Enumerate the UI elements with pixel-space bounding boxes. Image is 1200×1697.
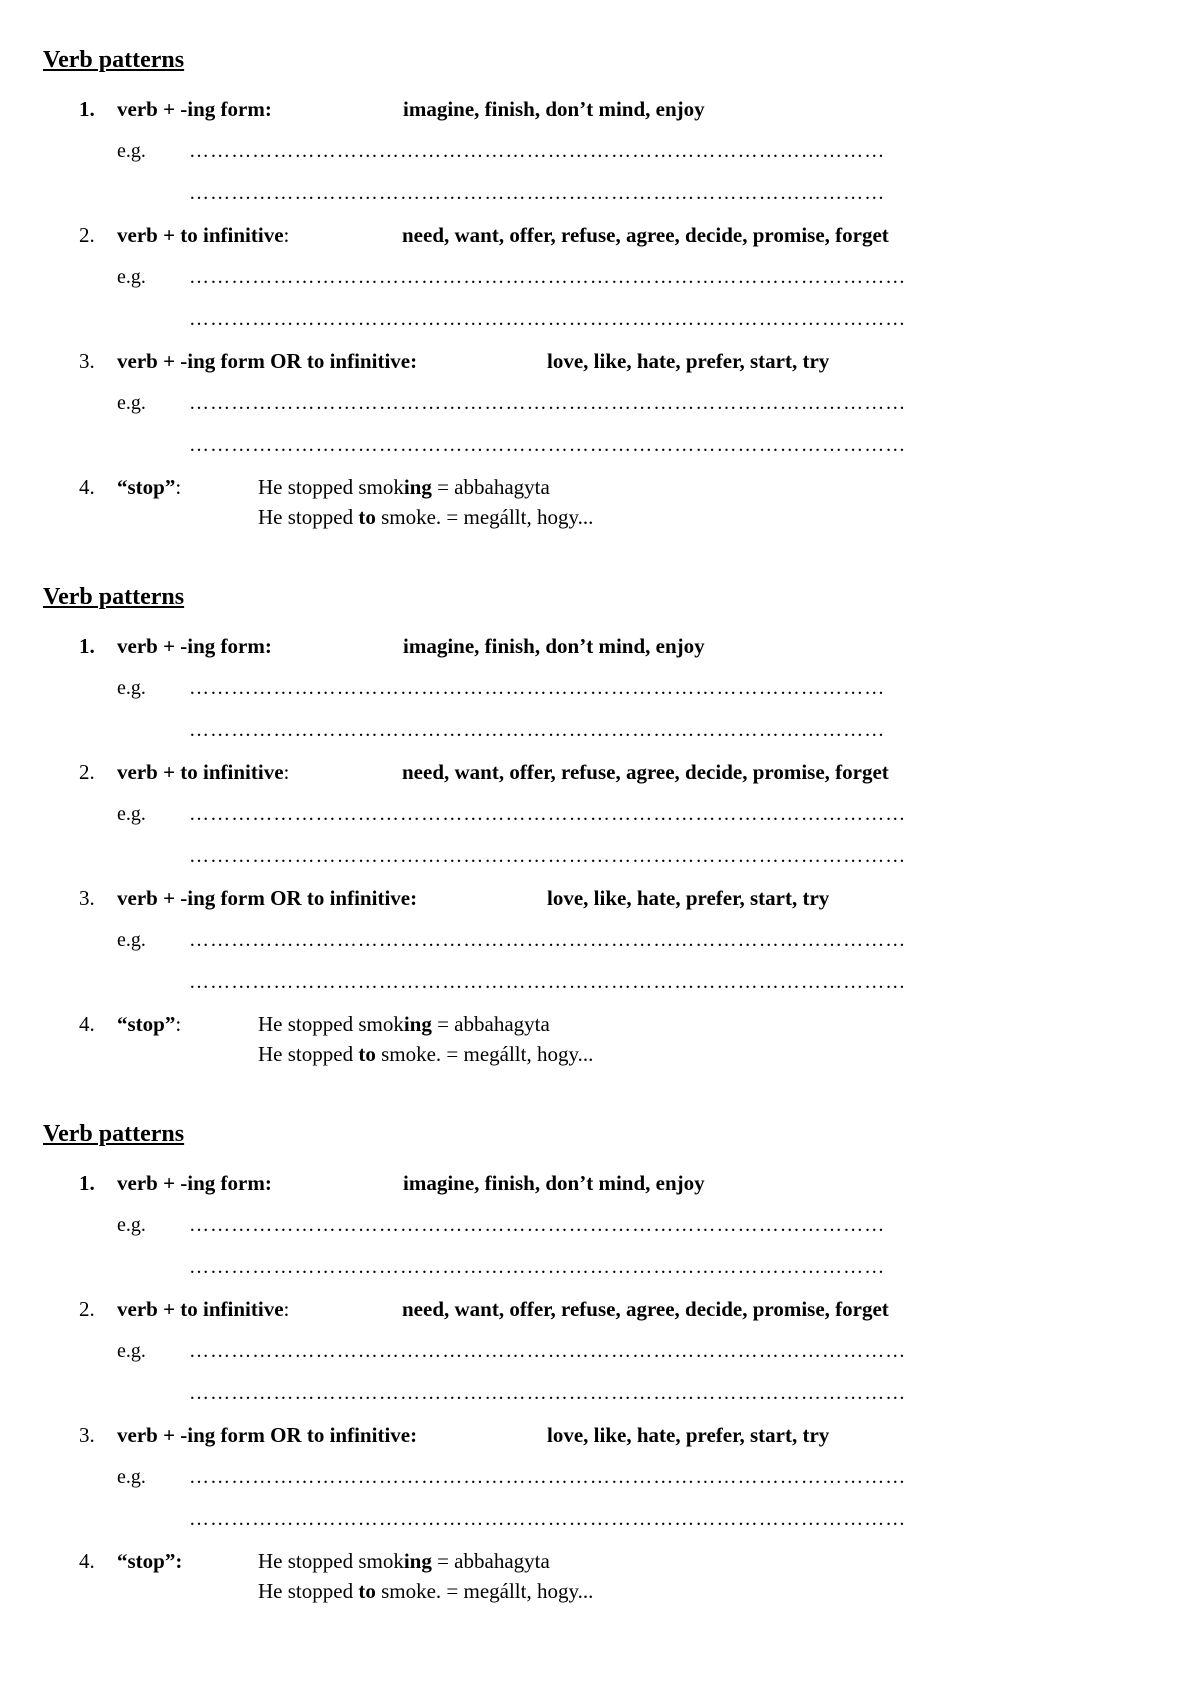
stop-example-meaning: smoke. = megállt, hogy... [375, 1042, 594, 1066]
eg-label: e.g. [117, 1214, 146, 1236]
item-number: 3. [79, 1423, 95, 1447]
verb-patterns-section [43, 583, 1163, 1103]
stop-example-emphasis: ing [403, 1549, 432, 1573]
stop-example-line [258, 474, 550, 500]
section-title: Verb patterns [43, 47, 185, 73]
answer-dots: ……………………………………………………………………………………… [189, 140, 886, 162]
answer-dots: ………………………………………………………………………………………… [189, 1466, 907, 1488]
stop-example-line [258, 1548, 550, 1574]
item-number: 2. [79, 1297, 95, 1321]
eg-label: e.g. [117, 803, 146, 825]
answer-dots: ………………………………………………………………………………………… [189, 1340, 907, 1362]
stop-label-text: “stop”: [117, 1549, 183, 1573]
stop-example-text: He stopped smok [258, 1012, 404, 1036]
stop-example-line [258, 1041, 593, 1067]
stop-example-text: He stopped smok [258, 475, 404, 499]
pattern-label [117, 348, 417, 374]
stop-example-text: He stopped smok [258, 1549, 404, 1573]
pattern-label-text: verb + -ing form: [117, 97, 272, 121]
pattern-label-text: verb + to infinitive [117, 1297, 284, 1321]
answer-dots: ……………………………………………………………………………………… [189, 182, 886, 204]
stop-example-meaning: = abbahagyta [431, 1012, 550, 1036]
answer-dots: ………………………………………………………………………………………… [189, 845, 907, 867]
pattern-label-suffix: : [283, 760, 290, 784]
example-verbs: love, like, hate, prefer, start, try [547, 349, 830, 373]
section-title: Verb patterns [43, 1121, 185, 1147]
stop-example-text: He stopped [258, 1042, 359, 1066]
example-verbs: imagine, finish, don’t mind, enjoy [403, 97, 705, 121]
pattern-label-text: verb + -ing form: [117, 1171, 272, 1195]
stop-label-text: “stop” [117, 475, 176, 499]
pattern-label-text: verb + -ing form OR to infinitive: [117, 886, 418, 910]
example-verbs: need, want, offer, refuse, agree, decide, promise, forget [402, 760, 889, 784]
eg-label: e.g. [117, 392, 146, 414]
eg-label: e.g. [117, 929, 146, 951]
stop-label [117, 1548, 182, 1574]
answer-dots: ………………………………………………………………………………………… [189, 803, 907, 825]
example-verbs: need, want, offer, refuse, agree, decide, promise, forget [402, 1297, 889, 1321]
stop-example-meaning: = abbahagyta [431, 475, 550, 499]
example-verbs: love, like, hate, prefer, start, try [547, 886, 830, 910]
verb-patterns-section [43, 1120, 1163, 1640]
item-number: 1. [79, 1171, 95, 1195]
answer-dots: ………………………………………………………………………………………… [189, 971, 907, 993]
pattern-label-suffix: : [283, 1297, 290, 1321]
pattern-label-text: verb + to infinitive [117, 760, 284, 784]
pattern-label-text: verb + -ing form OR to infinitive: [117, 349, 418, 373]
eg-label: e.g. [117, 140, 146, 162]
answer-dots: ……………………………………………………………………………………… [189, 1256, 886, 1278]
stop-example-text: He stopped [258, 505, 359, 529]
answer-dots: ………………………………………………………………………………………… [189, 392, 907, 414]
pattern-label-suffix: : [283, 223, 290, 247]
item-number: 2. [79, 223, 95, 247]
item-number: 4. [79, 475, 95, 499]
example-verbs: love, like, hate, prefer, start, try [547, 1423, 830, 1447]
stop-example-text: He stopped [258, 1579, 359, 1603]
example-verbs: need, want, offer, refuse, agree, decide, promise, forget [402, 223, 889, 247]
pattern-label [117, 759, 289, 785]
pattern-label [117, 222, 289, 248]
answer-dots: ……………………………………………………………………………………… [189, 1214, 886, 1236]
eg-label: e.g. [117, 266, 146, 288]
stop-label-colon: : [175, 475, 182, 499]
stop-example-meaning: = abbahagyta [431, 1549, 550, 1573]
verb-patterns-section [43, 46, 1163, 566]
pattern-label-text: verb + -ing form: [117, 634, 272, 658]
stop-example-emphasis: to [358, 505, 376, 529]
pattern-label-text: verb + -ing form OR to infinitive: [117, 1423, 418, 1447]
pattern-label [117, 1422, 417, 1448]
pattern-label [117, 1296, 289, 1322]
stop-example-line [258, 1578, 593, 1604]
answer-dots: ………………………………………………………………………………………… [189, 434, 907, 456]
stop-label-colon: : [175, 1012, 182, 1036]
answer-dots: ………………………………………………………………………………………… [189, 1508, 907, 1530]
stop-example-emphasis: to [358, 1042, 376, 1066]
stop-example-line [258, 504, 593, 530]
stop-label-text: “stop” [117, 1012, 176, 1036]
item-number: 1. [79, 97, 95, 121]
eg-label: e.g. [117, 677, 146, 699]
pattern-label [117, 633, 272, 659]
stop-example-emphasis: ing [403, 1012, 432, 1036]
pattern-label-text: verb + to infinitive [117, 223, 284, 247]
example-verbs: imagine, finish, don’t mind, enjoy [403, 1171, 705, 1195]
eg-label: e.g. [117, 1340, 146, 1362]
stop-example-line [258, 1011, 550, 1037]
answer-dots: ………………………………………………………………………………………… [189, 308, 907, 330]
eg-label: e.g. [117, 1466, 146, 1488]
item-number: 1. [79, 634, 95, 658]
pattern-label [117, 885, 417, 911]
answer-dots: ………………………………………………………………………………………… [189, 1382, 907, 1404]
stop-label [117, 1011, 181, 1037]
stop-label [117, 474, 181, 500]
stop-example-emphasis: ing [403, 475, 432, 499]
answer-dots: ………………………………………………………………………………………… [189, 929, 907, 951]
stop-example-emphasis: to [358, 1579, 376, 1603]
example-verbs: imagine, finish, don’t mind, enjoy [403, 634, 705, 658]
stop-example-meaning: smoke. = megállt, hogy... [375, 505, 594, 529]
pattern-label [117, 96, 272, 122]
answer-dots: ……………………………………………………………………………………… [189, 719, 886, 741]
item-number: 3. [79, 886, 95, 910]
item-number: 3. [79, 349, 95, 373]
answer-dots: ………………………………………………………………………………………… [189, 266, 907, 288]
answer-dots: ……………………………………………………………………………………… [189, 677, 886, 699]
item-number: 4. [79, 1549, 95, 1573]
pattern-label [117, 1170, 272, 1196]
item-number: 4. [79, 1012, 95, 1036]
item-number: 2. [79, 760, 95, 784]
stop-example-meaning: smoke. = megállt, hogy... [375, 1579, 594, 1603]
section-title: Verb patterns [43, 584, 185, 610]
